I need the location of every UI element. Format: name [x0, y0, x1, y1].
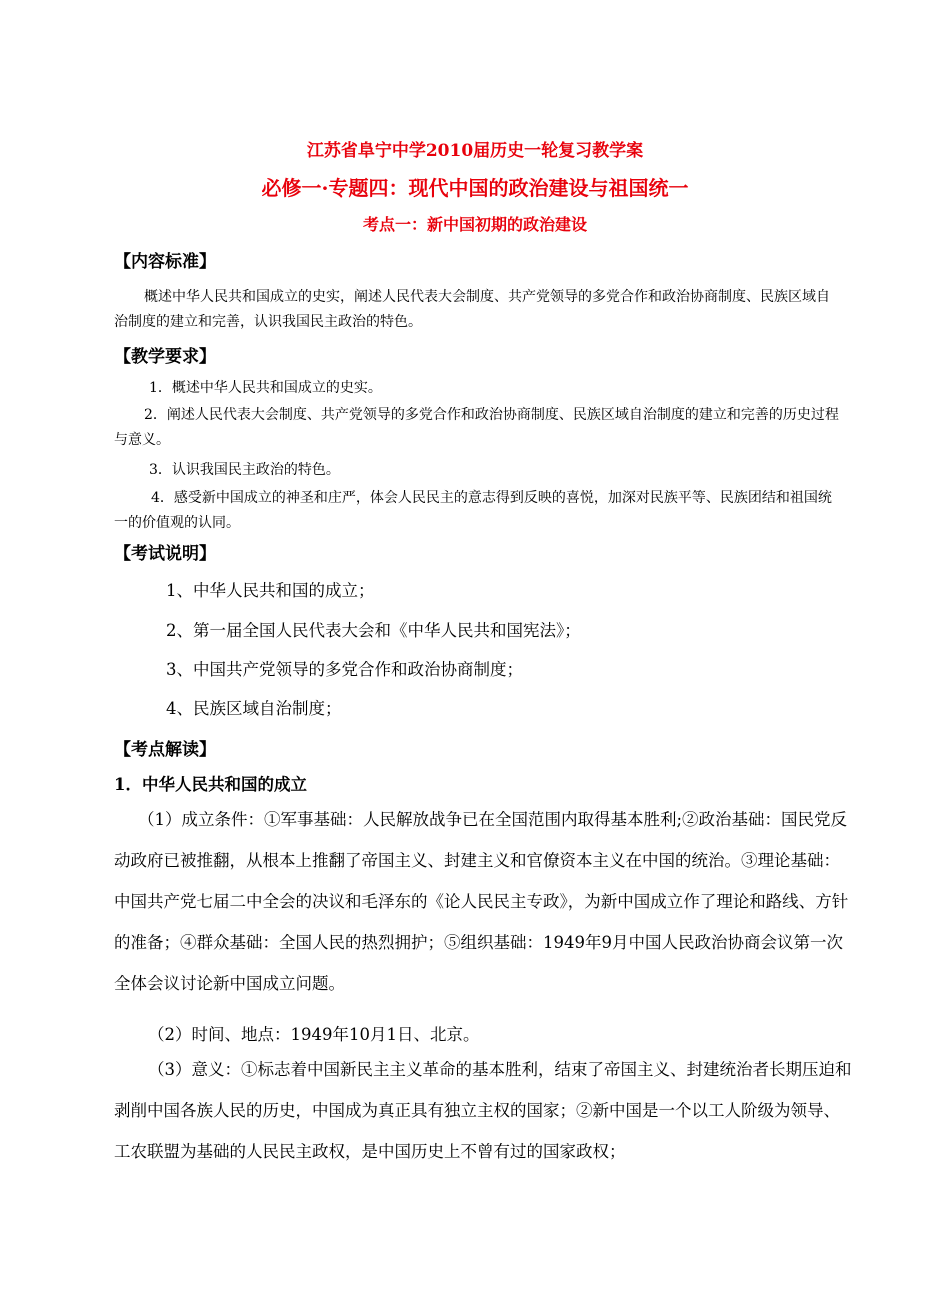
teaching-requirements-heading: 【教学要求】: [114, 347, 216, 367]
interpretation-heading: 【考点解读】: [114, 740, 216, 760]
content-standard-heading: 【内容标准】: [114, 252, 216, 272]
teaching-requirement-item: 3．认识我国民主政治的特色。: [149, 462, 340, 478]
teaching-requirement-item: 2．阐述人民代表大会制度、共产党领导的多党合作和政治协商制度、民族区域自治制度的建立和完善的历史过程与意义。: [114, 407, 839, 448]
exam-note-item: 4、民族区域自治制度；: [166, 699, 342, 718]
interpretation-paragraph: （2）时间、地点：1949年10月1日、北京。: [148, 1025, 480, 1044]
exam-note-item: 3、中国共产党领导的多党合作和政治协商制度；: [166, 660, 523, 679]
content-standard-text: 概述中华人民共和国成立的史实，阐述人民代表大会制度、共产党领导的多党合作和政治协商制度、民族区域自治制度的建立和完善，认识我国民主政治的特色。: [114, 289, 830, 330]
exam-note-item: 1、中华人民共和国的成立；: [166, 581, 375, 600]
topic-title: 考点一：新中国初期的政治建设: [362, 215, 587, 234]
document-subtitle: 必修一·专题四：现代中国的政治建设与祖国统一: [261, 176, 689, 200]
interpretation-paragraph: （3）意义：①标志着中国新民主主义革命的基本胜利，结束了帝国主义、封建统治者长期压迫和剥削中国各族人民的历史，中国成为真正具有独立主权的国家；②新中国是一个以工人阶级为领导、工农联盟为基础的人民民主政权，是中国历史上不曾有过的国家政权；: [114, 1060, 852, 1161]
exam-note-item: 2、第一届全国人民代表大会和《中华人民共和国宪法》；: [166, 621, 581, 640]
section-title: 1．中华人民共和国的成立: [114, 775, 307, 794]
teaching-requirement-item: 4．感受新中国成立的神圣和庄严，体会人民民主的意志得到反映的喜悦，加深对民族平等、民族团结和祖国统一的价值观的认同。: [114, 490, 832, 531]
document-title: 江苏省阜宁中学2010届历史一轮复习教学案: [306, 141, 644, 161]
teaching-requirement-item: 1．概述中华人民共和国成立的史实。: [149, 380, 382, 396]
interpretation-paragraph: （1）成立条件：①军事基础：人民解放战争已在全国范围内取得基本胜利;②政治基础：国民党反动政府已被推翻，从根本上推翻了帝国主义、封建主义和官僚资本主义在中国的统治。③理论基础：中国共产党七届二中全会的决议和毛泽东的《论人民民主专政》，为新中国成立作了理论和路线、方针的准备；④群众基础：全国人民的热烈拥护；⑤组织基础：1949年9月中国人民政治协商会议第一次全体会议讨论新中国成立问题。: [114, 810, 849, 993]
exam-notes-heading: 【考试说明】: [114, 544, 216, 564]
